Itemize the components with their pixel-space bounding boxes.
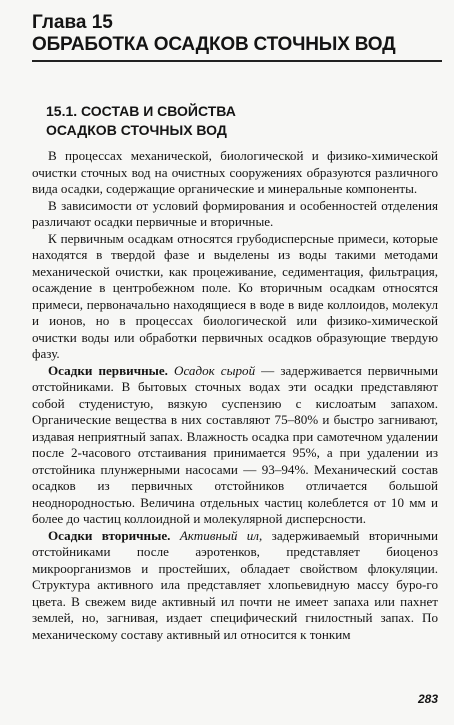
paragraph-4-text: — задерживается первичными отстойниками. В бытовых сточных водах эти осадки представляют собой студенистую, вязкую суспензию с кислоатым запахом. Органические вещества в них составляют 75–80% и быстро загнивают, издавая неприятный запах. Влажность осадка при самотечном удалении после 2-часового отстаивания принимается 95%, а при удалении из отстойника плунжерными насосами — 93–94%. Механический состав осадков из первичных отстойников отличается большой неоднородностью. Величина отдельных частиц колеблется от 10 мм и более до частиц коллоидной и молекулярной дисперсности.: [32, 362, 438, 526]
paragraph-2: В зависимости от условий формирования и особенностей отделения различают осадки первичные и вторичные.: [32, 197, 438, 229]
paragraph-5-text: , задерживаемый вторичными отстойниками после аэротенков, представляет биоценоз микроорганизмов и простейших, обладает свойством флокуляции. Структура активного ила представляет хлопьевидную массу буро-го цвета. В свежем виде активный ил почти не имеет запаха или пахнет землей, но, загнивая, издает специфический гнилостный запах. По механическому составу активный ил относится к тонким: [32, 527, 439, 642]
paragraph-3: К первичным осадкам относятся грубодисперсные примеси, которые находятся в твердой фазе и выделены из воды такими методами механической очистки, как процеживание, седиментация, фильтрация, осаждение в центробежном поле. Ко вторичным осадкам относятся примеси, первоначально находящиеся в воде в виде коллоидов, молекул и ионов, но в процессах биологической или физико-химической очистки воды или обработки первичных осадков образующие твердую фазу.: [32, 230, 438, 361]
section-heading: [46, 102, 426, 140]
chapter-rule: [32, 60, 442, 62]
paragraph-4-lead: Осадки первичные.: [48, 362, 168, 378]
chapter-number: Глава 15: [32, 12, 113, 33]
paragraph-4: [32, 363, 438, 528]
chapter-heading: [32, 12, 442, 62]
paragraph-1: В процессах механической, биологической и физико-химической очистки сточных вод на очистных сооружениях образуются различного вида осадки, содержащие органические и минеральные компоненты.: [32, 148, 438, 196]
page-number: 283: [417, 692, 438, 706]
chapter-title: ОБРАБОТКА ОСАДКОВ СТОЧНЫХ ВОД: [32, 34, 396, 55]
paragraph-4-term: Осадок сырой: [174, 362, 256, 378]
paragraph-5: [32, 528, 438, 644]
paragraph-5-lead: Осадки вторичные.: [48, 527, 171, 543]
body-text: [32, 148, 438, 643]
paragraph-5-term: Активный ил: [179, 527, 259, 543]
section-heading-line-2: ОСАДКОВ СТОЧНЫХ ВОД: [46, 122, 227, 138]
section-heading-line-1: 15.1. СОСТАВ И СВОЙСТВА: [46, 103, 236, 119]
